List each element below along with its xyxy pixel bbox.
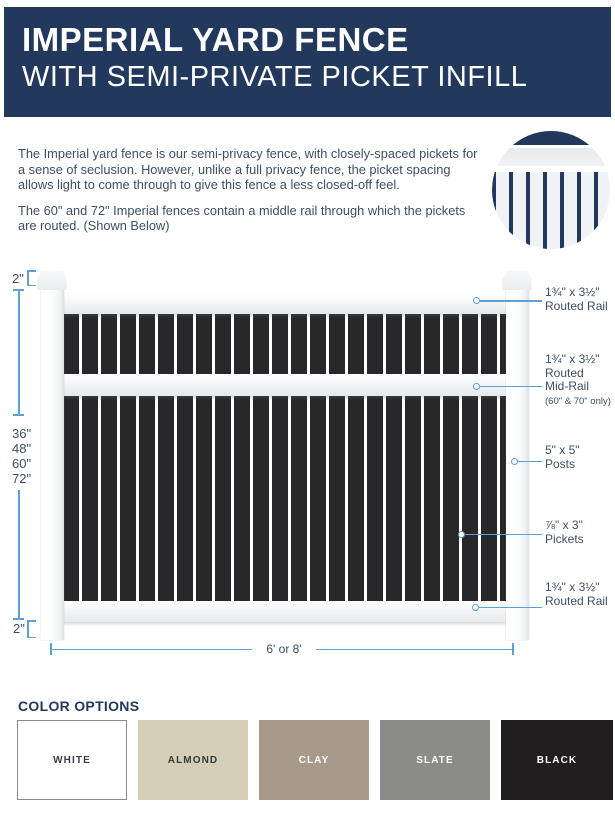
- height-options-labels: [12, 426, 31, 486]
- posts-name: Posts: [545, 456, 576, 471]
- pickets-name: Pickets: [545, 531, 584, 546]
- fence-mid-rail: [63, 374, 506, 396]
- pickets-callout-line: [465, 534, 542, 536]
- fence-left-post-cap: [38, 271, 67, 290]
- height-dim-upper-line: [18, 290, 20, 414]
- width-label: 6' or 8': [266, 642, 302, 656]
- bottom-offset-bracket-bottom-arm: [27, 637, 36, 639]
- mid-rail-name-1: Routed: [545, 365, 584, 380]
- bottom-rail-name: Routed Rail: [545, 593, 608, 608]
- bottom-rail-callout-line: [479, 607, 542, 609]
- mid-rail-name-2: Mid-Rail: [545, 379, 590, 393]
- fence-left-post: [41, 274, 64, 640]
- width-dim-right-line: [316, 649, 513, 651]
- mid-rail-callout: [545, 353, 611, 408]
- height-dim-lower-line: [18, 490, 20, 618]
- posts-callout-marker: [511, 458, 518, 465]
- cap-offset-bracket-bottom-arm: [27, 285, 36, 287]
- fence-lower-picket-section: [63, 396, 506, 601]
- pickets-size: ⅞" x 3": [545, 518, 583, 532]
- fence-upper-picket-section: [63, 314, 506, 374]
- color-swatch-slate-label: SLATE: [416, 754, 454, 766]
- page-subtitle: WITH SEMI-PRIVATE PICKET INFILL: [22, 61, 528, 94]
- intro-copy: [18, 146, 486, 234]
- posts-callout: [545, 444, 580, 471]
- pickets-callout: [545, 519, 584, 546]
- bottom-rail-callout-marker: [472, 604, 479, 611]
- bottom-offset-bracket-stem: [27, 620, 29, 638]
- cap-offset-bracket-top-arm: [27, 270, 36, 272]
- height-label-72: 72": [12, 471, 32, 486]
- height-dim-bottom-tick: [13, 618, 24, 620]
- color-swatch-white: [17, 720, 127, 800]
- header-band: [4, 7, 611, 117]
- pickets-callout-marker: [458, 531, 465, 538]
- bottom-offset-label: 2": [13, 621, 25, 636]
- color-swatch-clay-label: CLAY: [298, 754, 330, 766]
- height-dim-mid-tick: [13, 414, 24, 416]
- fence-top-rail: [63, 294, 506, 314]
- top-rail-callout-line: [480, 300, 542, 302]
- bottom-offset-bracket-top-arm: [27, 620, 36, 622]
- color-swatch-almond: [138, 720, 248, 800]
- mid-rail-size: 1¾" x 3½": [545, 352, 600, 366]
- width-dim-left-line: [51, 649, 252, 651]
- top-rail-callout-marker: [473, 297, 480, 304]
- color-options-heading: COLOR OPTIONS: [18, 698, 140, 714]
- closeup-top-band: [492, 131, 610, 145]
- fence-bottom-rail: [63, 601, 506, 622]
- cap-offset-bracket-stem: [27, 270, 29, 286]
- page-title: IMPERIAL YARD FENCE: [22, 21, 409, 58]
- fence-right-post-cap: [503, 271, 532, 290]
- picket-closeup-image: [492, 131, 610, 249]
- mid-rail-callout-marker: [473, 383, 480, 390]
- color-swatch-almond-label: ALMOND: [167, 754, 219, 766]
- top-rail-callout: [545, 286, 608, 313]
- width-dim-right-tick: [512, 643, 514, 655]
- closeup-pickets: [492, 172, 610, 249]
- mid-rail-callout-line: [480, 386, 542, 388]
- bottom-rail-callout: [545, 581, 608, 608]
- top-rail-name: Routed Rail: [545, 298, 608, 313]
- height-label-48: 48": [12, 441, 32, 456]
- intro-paragraph-1: The Imperial yard fence is our semi-privacy fence, with closely-spaced pickets for a sense of seclusion. However, unlike a full privacy fence, the picket spacing allows light to come through to give this fence a less closed-off feel.: [18, 146, 478, 193]
- height-label-36: 36": [12, 426, 32, 441]
- intro-paragraph-2: The 60" and 72" Imperial fences contain a middle rail through which the pickets are routed. (Shown Below): [18, 202, 466, 234]
- color-swatch-black: [501, 720, 613, 800]
- color-swatch-slate: [380, 720, 490, 800]
- posts-callout-line: [518, 461, 542, 463]
- color-swatch-white-label: WHITE: [53, 754, 91, 766]
- top-rail-size: 1¾" x 3½": [545, 285, 600, 299]
- color-swatch-clay: [259, 720, 369, 800]
- cap-offset-label: 2": [12, 271, 24, 286]
- mid-rail-note: (60" & 70" only): [545, 395, 611, 407]
- bottom-rail-size: 1¾" x 3½": [545, 580, 600, 594]
- color-swatch-black-label: BLACK: [536, 754, 578, 766]
- height-label-60: 60": [12, 456, 32, 471]
- fence-right-post: [506, 274, 529, 640]
- posts-size: 5" x 5": [545, 443, 580, 457]
- closeup-rail: [492, 148, 610, 169]
